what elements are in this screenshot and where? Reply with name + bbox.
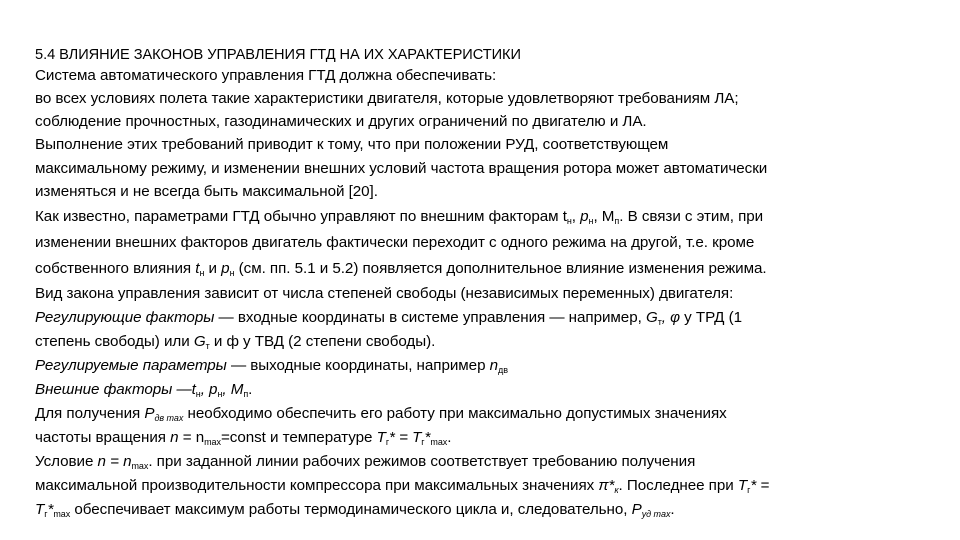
text-line: Условие $n = n_{max}$. при заданной линии рабочих режимов соответствует требованию получения: [35, 452, 696, 471]
section-title: 5.4 ВЛИЯНИЕ ЗАКОНОВ УПРАВЛЕНИЯ ГТД НА ИХ ХАРАКТЕРИСТИКИ: [35, 47, 521, 63]
text-line: максимальному режиму, и изменении внешних условий частота вращения ротора может автоматически: [35, 159, 768, 177]
text-line: Вид закона управления зависит от числа степеней свободы (независимых переменных) двигателя:: [35, 284, 734, 302]
text-line: Выполнение этих требований приводит к тому, что при положении РУД, соответствующем: [35, 136, 669, 153]
text-line: Как известно, параметрами ГТД обычно управляют по внешним факторам $t_н$, $p_н$, $М_п$. В связи с этим, при: [35, 207, 764, 226]
text-line: частоты вращения $n = n_{max}=const$ и температуре $T_г* = T_г*_{max}$.: [35, 428, 452, 447]
text-line: Регулируемые параметры — выходные координаты, например $n_{дв}$: [35, 356, 508, 375]
text-line: Для получения $P_{дв max}$ необходимо обеспечить его работу при максимально допустимых значениях: [35, 404, 727, 423]
text-line: Система автоматического управления ГТД должна обеспечивать:: [35, 67, 497, 84]
text-line: Внешние факторы $—t_н$, $p_н$, $М_п$.: [35, 380, 253, 399]
text-line: Регулирующие факторы — входные координаты в системе управления — например, $G_т$, φ у ТРД (1: [35, 308, 742, 327]
text-line: во всех условиях полета такие характеристики двигателя, которые удовлетворяют требованиям ЛА;: [35, 90, 739, 107]
text-line: максимальной производительности компрессора при максимальных значениях $\pi*_к$. Последнее при $T_г*$ =: [35, 476, 770, 495]
text-line: изменении внешних факторов двигатель фактически переходит с одного режима на другой, т.е. кроме: [35, 233, 755, 251]
text-line: $T_г*_{max}$ обеспечивает максимум работы термодинамического цикла и, следовательно, $P_{уд max}$.: [35, 500, 675, 519]
document-body: [35, 46, 940, 522]
text-line: соблюдение прочностных, газодинамических и других ограничений по двигателю и ЛА.: [35, 113, 647, 130]
text-line: степень свободы) или $G_т$ и ф у ТВД (2 степени свободы).: [35, 332, 436, 351]
text-line: собственного влияния $t_н$ и $p_н$ (см. пп. 5.1 и 5.2) появляется дополнительное влияние изменения режима.: [35, 259, 767, 278]
text-line: изменяться и не всегда быть максимальной [20].: [35, 183, 378, 200]
